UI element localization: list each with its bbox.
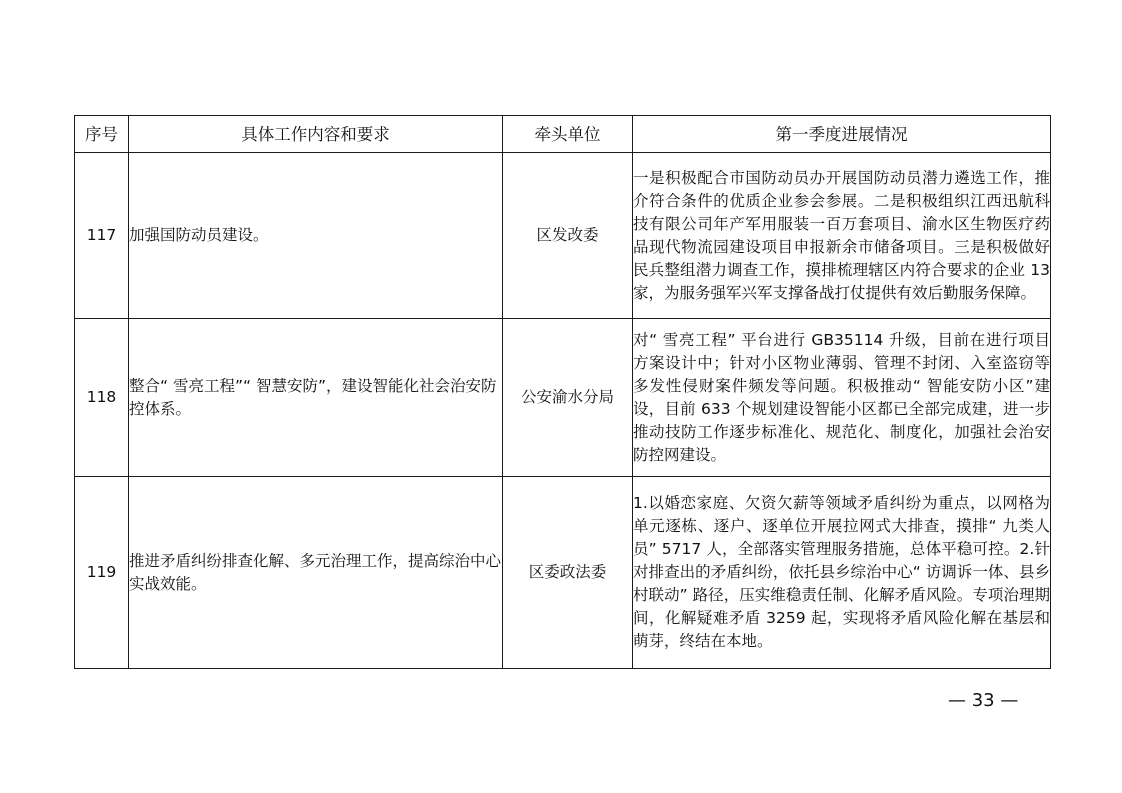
header-unit: 牵头单位 xyxy=(503,116,633,153)
row-unit: 区委政法委 xyxy=(503,477,633,669)
table-row xyxy=(75,477,1051,669)
row-task: 加强国防动员建设。 xyxy=(129,153,503,319)
row-number: 119 xyxy=(75,477,129,669)
table-header xyxy=(75,116,1051,153)
row-number: 118 xyxy=(75,319,129,477)
table-row xyxy=(75,153,1051,319)
row-unit: 区发改委 xyxy=(503,153,633,319)
row-progress: 一是积极配合市国防动员办开展国防动员潜力遴选工作，推介符合条件的优质企业参会参展。二是积极组织江西迅航科技有限公司年产军用服装一百万套项目、渝水区生物医疗药品现代物流园建设项目申报新余市储备项目。三是积极做好民兵整组潜力调查工作，摸排梳理辖区内符合要求的企业 13 家，为服务强军兴军支撑备战打仗提供有效后勤服务保障。 xyxy=(633,153,1051,319)
page-number: — 33 — xyxy=(948,690,1019,711)
header-row xyxy=(75,116,1051,153)
row-number: 117 xyxy=(75,153,129,319)
header-number: 序号 xyxy=(75,116,129,153)
row-task: 推进矛盾纠纷排查化解、多元治理工作，提高综治中心实战效能。 xyxy=(129,477,503,669)
table-row xyxy=(75,319,1051,477)
header-task: 具体工作内容和要求 xyxy=(129,116,503,153)
table-body xyxy=(75,153,1051,669)
header-progress: 第一季度进展情况 xyxy=(633,116,1051,153)
work-progress-table xyxy=(74,115,1051,669)
row-task: 整合“ 雪亮工程”“ 智慧安防”，建设智能化社会治安防控体系。 xyxy=(129,319,503,477)
row-progress: 对“ 雪亮工程” 平台进行 GB35114 升级，目前在进行项目方案设计中；针对小区物业薄弱、管理不封闭、入室盗窃等多发性侵财案件频发等问题。积极推动“ 智能安防小区”建设，目前 633 个规划建设智能小区都已全部完成建，进一步推动技防工作逐步标准化、规范化、制度化，加强社会治安防控网建设。 xyxy=(633,319,1051,477)
row-unit: 公安渝水分局 xyxy=(503,319,633,477)
row-progress: 1.以婚恋家庭、欠资欠薪等领域矛盾纠纷为重点，以网格为单元逐栋、逐户、逐单位开展拉网式大排查，摸排“ 九类人员” 5717 人，全部落实管理服务措施，总体平稳可控。2.针对排查出的矛盾纠纷，依托县乡综治中心“ 访调诉一体、县乡村联动” 路径，压实维稳责任制、化解矛盾风险。专项治理期间，化解疑难矛盾 3259 起，实现将矛盾风险化解在基层和萌芽，终结在本地。 xyxy=(633,477,1051,669)
